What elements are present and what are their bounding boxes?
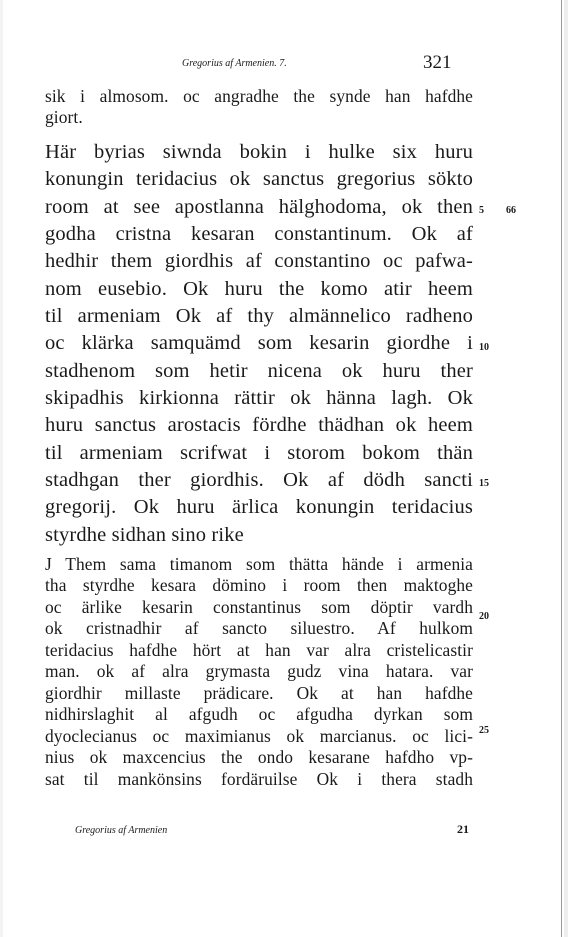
margin-reference-number: 66 xyxy=(506,205,516,216)
chapter-heading-line: room at see apostlanna hälghodoma, ok then xyxy=(45,196,473,218)
margin-line-number: 5 xyxy=(479,205,484,216)
text-line: dyoclecianus oc maximianus ok marcianus. oc lici- xyxy=(45,726,473,746)
page-right-edge-line xyxy=(561,0,562,937)
chapter-heading-line: konungin teridacius ok sanctus gregorius sökto xyxy=(45,168,473,190)
chapter-heading-line: gregorij. Ok huru ärlica konungin teridacius xyxy=(45,496,473,518)
page-number: 321 xyxy=(423,52,452,73)
chapter-heading-line: skipadhis kirkionna rättir ok hänna lagh. Ok xyxy=(45,387,473,409)
text-line: giordhir millaste prädicare. Ok at han hafdhe xyxy=(45,683,473,703)
chapter-heading-line: stadhgan ther giordhis. Ok af dödh sancti xyxy=(45,469,473,491)
text-line: oc ärlike kesarin constantinus som döptir vardh xyxy=(45,597,473,617)
margin-line-number: 20 xyxy=(479,611,489,622)
sheet-mark: 21 xyxy=(457,822,469,836)
chapter-heading-line: til armeniam Ok af thy almännelico radheno xyxy=(45,305,473,327)
margin-line-number: 25 xyxy=(479,725,489,736)
page-header xyxy=(0,52,560,76)
text-line: nidhirslaghit al afgudh oc afgudha dyrkan som xyxy=(45,704,473,724)
text-line: giort. xyxy=(45,107,83,127)
text-line: man. ok af alra grymasta gudz vina hatara. var xyxy=(45,661,473,681)
page-footer xyxy=(0,822,560,842)
margin-line-number: 15 xyxy=(479,478,489,489)
text-line: nius ok maxcencius the ondo kesarane hafdho vp- xyxy=(45,747,473,767)
chapter-heading-line: styrdhe sidhan sino rike xyxy=(45,524,244,546)
chapter-heading-line: hedhir them giordhis af constantino oc pafwa- xyxy=(45,250,473,272)
chapter-heading-line: godha cristna kesaran constantinum. Ok af xyxy=(45,223,473,245)
text-line: J Them sama timanom som thätta hände i armenia xyxy=(45,554,473,574)
page-right-margin xyxy=(564,0,568,937)
text-line: sik i almosom. oc angradhe the synde han hafdhe xyxy=(45,86,473,106)
text-line: tha styrdhe kesara dömino i room then maktoghe xyxy=(45,575,473,595)
chapter-heading-line: Här byrias siwnda bokin i hulke six huru xyxy=(45,141,473,163)
text-line: teridacius hafdhe hört at han var alra cristelicastir xyxy=(45,640,473,660)
chapter-heading-line: til armeniam scrifwat i storom bokom thän xyxy=(45,442,473,464)
margin-line-number: 10 xyxy=(479,342,489,353)
chapter-heading-line: oc klärka samquämd som kesarin giordhe i xyxy=(45,332,473,354)
running-head: Gregorius af Armenien. 7. xyxy=(182,58,287,69)
text-line: ok cristnadhir af sancto siluestro. Af hulkom xyxy=(45,618,473,638)
chapter-heading-line: stadhenom som hetir nicena ok huru ther xyxy=(45,360,473,382)
footer-signature: Gregorius af Armenien xyxy=(75,825,168,836)
chapter-heading-line: nom eusebio. Ok huru the komo atir heem xyxy=(45,278,473,300)
text-line: sat til mankönsins fordäruilse Ok i thera stadh xyxy=(45,769,473,789)
page-left-edge xyxy=(0,0,3,937)
chapter-heading-line: huru sanctus arostacis fördhe thädhan ok heem xyxy=(45,414,473,436)
